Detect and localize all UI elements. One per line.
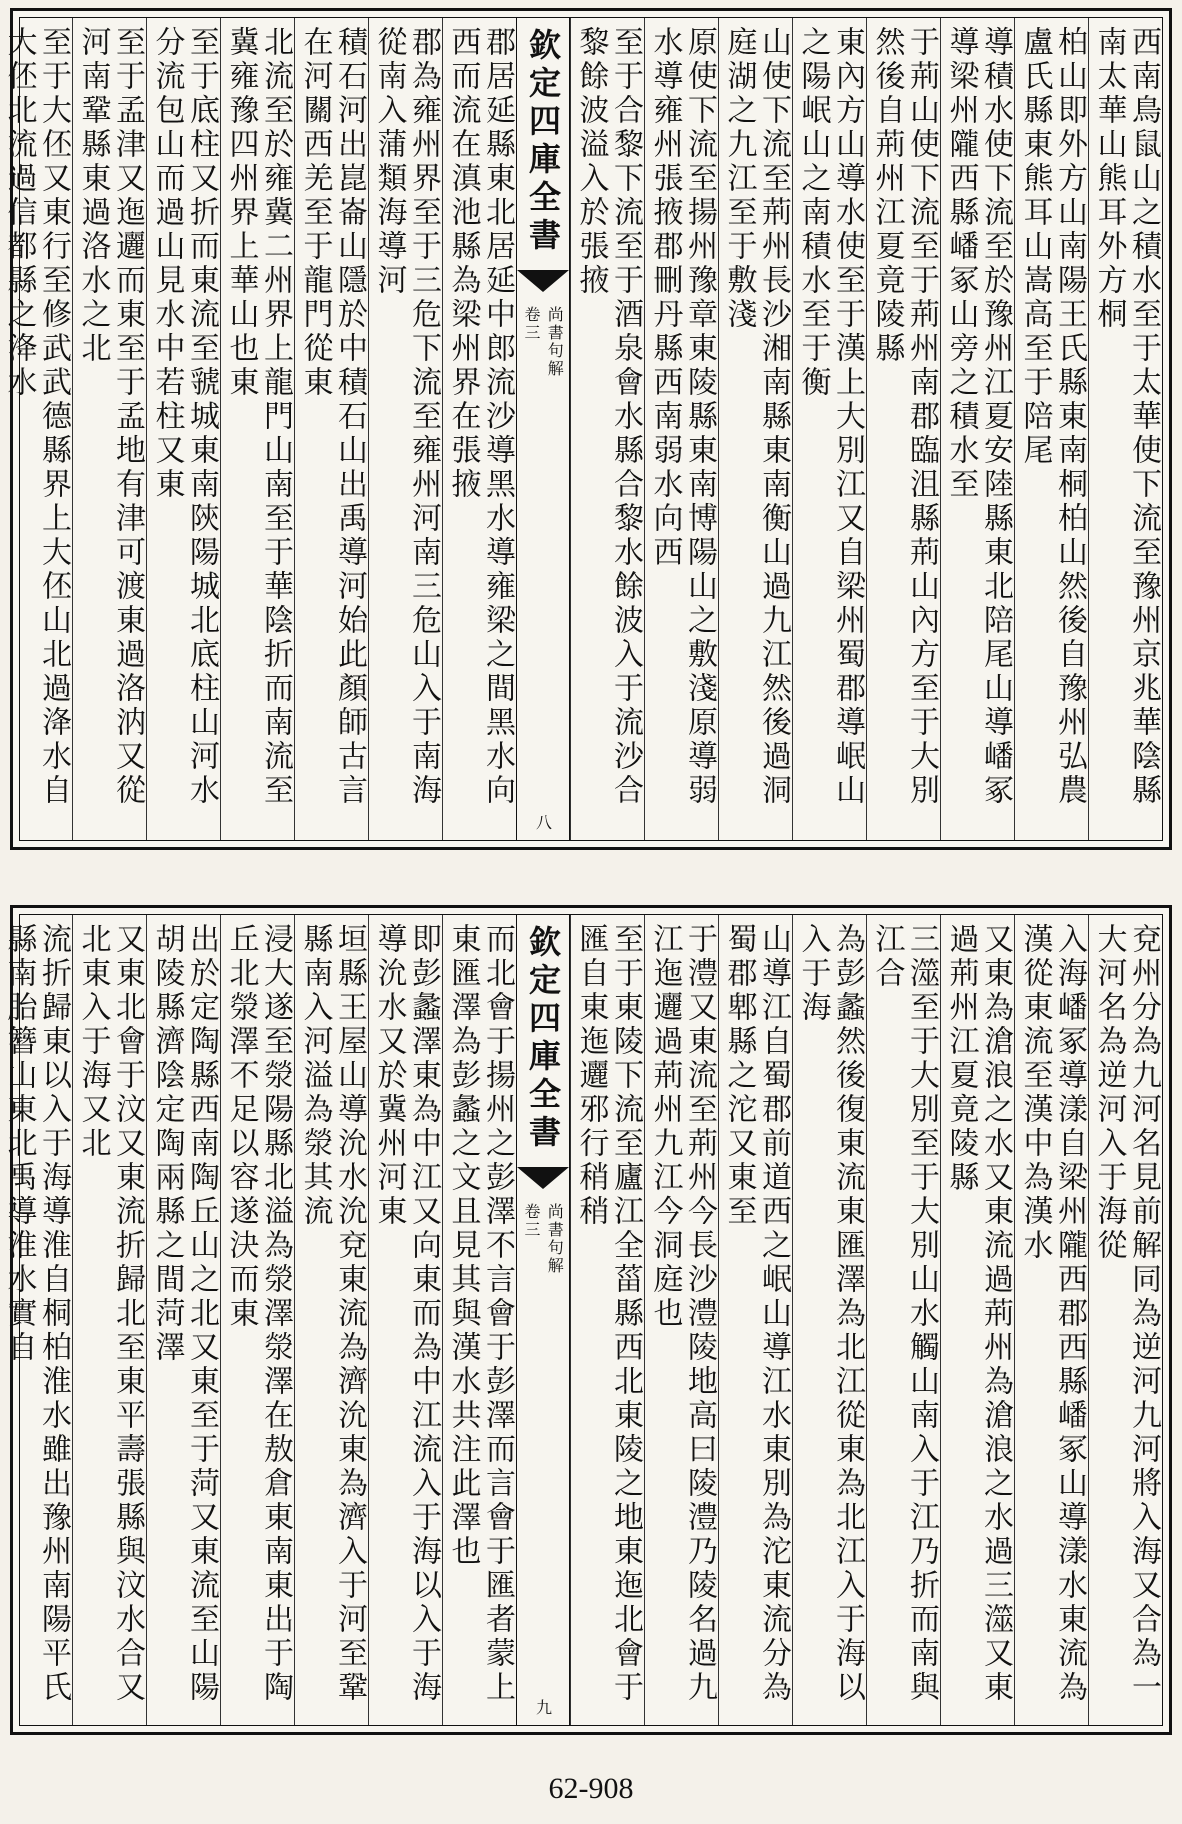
book-info <box>522 1203 564 1275</box>
text-column: 柏山即外方山南陽王氏縣東南桐柏山然後自豫州弘農盧氏縣東熊耳山嵩高至于陪尾 <box>1014 18 1088 840</box>
center-fold <box>516 915 570 1725</box>
text-column: 三澨至于大別至于大別山水觸山南入于江乃折而南與江合 <box>866 915 940 1725</box>
page-number: 62-908 <box>548 1772 634 1805</box>
text-column: 積石河出崑崙山隱於中積石山出禹導河始此顏師古言在河關西羌至于龍門從東 <box>294 18 368 840</box>
text-column: 導積水使下流至於豫州江夏安陸縣東北陪尾山導嶓冢導梁州隴西縣嶓冢山旁之積水至 <box>940 18 1014 840</box>
bottom-page-inner <box>1 914 1163 1726</box>
text-column: 至于大伾又東行至修武武德縣界上大伾山北過洚水自大伾北流過信都縣之洚水 <box>0 18 72 840</box>
text-column: 又東為滄浪之水又東流過荊州為滄浪之水過三澨又東過荊州江夏竟陵縣 <box>940 915 1014 1725</box>
library-title: 欽定四庫全書 <box>524 925 562 1153</box>
text-column: 即彭蠡澤東為中江又向東而為中江流入于海以入于海導沇水又於冀州河東 <box>368 915 442 1725</box>
fish-tail-mark-icon <box>517 270 569 292</box>
text-column: 出於定陶縣西南陶丘山之北又東至于菏又東流至山陽胡陵縣濟陰定陶兩縣之間菏澤 <box>146 915 220 1725</box>
library-title: 欽定四庫全書 <box>524 28 562 256</box>
text-column: 于澧又東流至荊州今長沙澧陵地高曰陵澧乃陵名過九江迤邐過荊州九江今洞庭也 <box>644 915 718 1725</box>
text-column: 為彭蠡然後復東流東匯澤為北江從東為北江入于海以入于海 <box>792 915 866 1725</box>
bottom-left-half <box>0 915 516 1725</box>
text-column: 流折歸東以入于海導淮自桐柏淮水雖出豫州南陽平氏縣南胎簪山東北禹導淮水實自 <box>0 915 72 1725</box>
text-column: 至于孟津又迤邐而東至于孟地有津可渡東過洛汭又從河南鞏縣東過洛水之北 <box>72 18 146 840</box>
volume-label: 卷三 <box>522 306 541 342</box>
book-info <box>522 306 564 378</box>
top-page-inner <box>1 17 1163 841</box>
text-column: 而北會于揚州之彭澤不言會于彭澤而言會于匯者蒙上東匯澤為彭蠡之文且見其與漢水共注此澤也 <box>442 915 516 1725</box>
book-title: 尚書句解 <box>545 306 565 378</box>
fish-tail-mark-icon <box>517 1167 569 1189</box>
text-column: 至于合黎下流至于酒泉會水縣合黎水餘波入于流沙合黎餘波溢入於張掖 <box>570 18 644 840</box>
book-title: 尚書句解 <box>545 1203 565 1275</box>
top-page-frame <box>1 8 1172 850</box>
text-column: 垣縣王屋山導沇水沇兗東流為濟沇東為濟入于河至鞏縣南入河溢為滎其流 <box>294 915 368 1725</box>
text-column: 于荊山使下流至于荊州南郡臨沮縣荊山內方至于大別然後自荊州江夏竟陵縣 <box>866 18 940 840</box>
folio-number: 九 <box>533 1699 553 1715</box>
text-column: 至于底柱又折而東流至虢城東南陝陽城北底柱山河水分流包山而過山見水中若柱又東 <box>146 18 220 840</box>
top-left-half <box>0 18 516 840</box>
center-fold <box>516 18 570 840</box>
text-column: 山使下流至荊州長沙湘南縣東南衡山過九江然後過洞庭湖之九江至于敷淺 <box>718 18 792 840</box>
top-right-half <box>570 18 1162 840</box>
volume-label: 卷三 <box>522 1203 541 1239</box>
folio-number: 八 <box>533 814 553 830</box>
text-column: 兗州分為九河名見前解同為逆河九河將入海又合為一大河名為逆河入于海從 <box>1088 915 1162 1725</box>
text-column: 原使下流至揚州豫章東陵縣東南博陽山之敷淺原導弱水導雍州張掖郡刪丹縣西南弱水向西 <box>644 18 718 840</box>
bottom-right-half <box>570 915 1162 1725</box>
text-column: 北流至於雍冀二州界上龍門山南至于華陰折而南流至冀雍豫四州界上華山也東 <box>220 18 294 840</box>
text-column: 入海嶓冢導漾自梁州隴西郡西縣嶓冢山導漾水東流為漢從東流至漢中為漢水 <box>1014 915 1088 1725</box>
text-column: 郡為雍州界至于三危下流至雍州河南三危山入于南海從南入蒲類海導河 <box>368 18 442 840</box>
text-column: 東內方山導水使至于漢上大別江又自梁州蜀郡導岷山之陽岷山之南積水至于衡 <box>792 18 866 840</box>
text-column: 西南鳥鼠山之積水至于太華使下流至豫州京兆華陰縣南太華山熊耳外方桐 <box>1088 18 1162 840</box>
text-column: 至于東陵下流至廬江全菑縣西北東陵之地東迤北會于匯自東迤邐邪行稍稍 <box>570 915 644 1725</box>
text-column: 浸大遂至滎陽縣北溢為滎澤滎澤在敖倉東南東出于陶丘北滎澤不足以容遂決而東 <box>220 915 294 1725</box>
text-column: 郡居延縣東北居延中郎流沙導黑水導雍梁之間黑水向西而流在滇池縣為梁州界在張掖 <box>442 18 516 840</box>
bottom-page-frame <box>1 905 1172 1735</box>
text-column: 又東北會于汶又東流折歸北至東平壽張縣與汶水合又北東入于海又北 <box>72 915 146 1725</box>
text-column: 山導江自蜀郡前道西之岷山導江水東別為沱東流分為蜀郡郫縣之沱又東至 <box>718 915 792 1725</box>
